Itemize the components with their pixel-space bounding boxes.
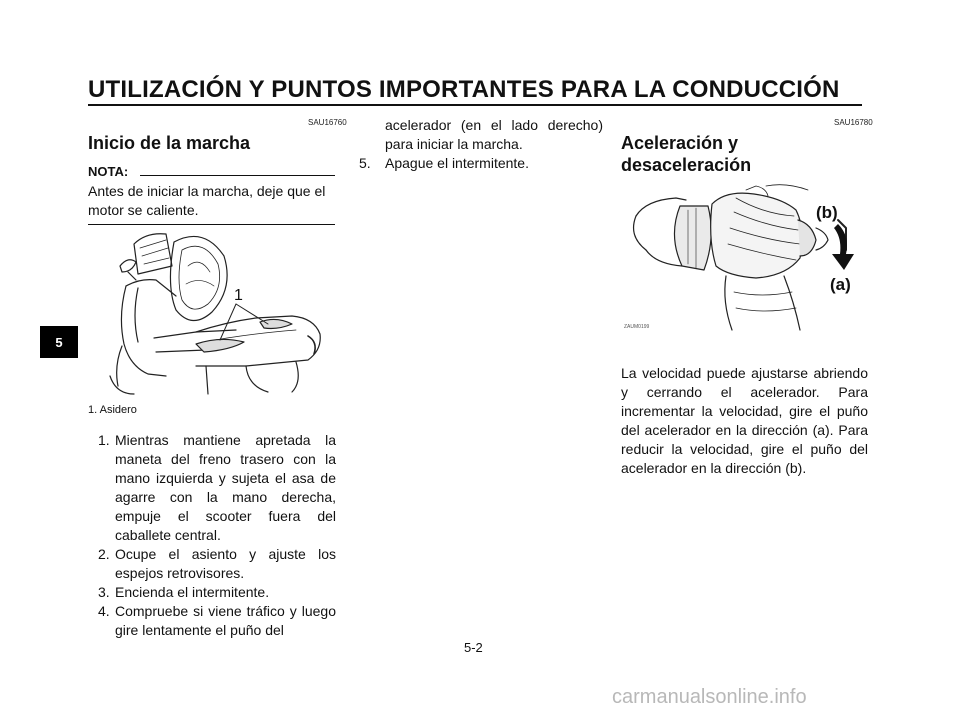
list-item: 1. Mientras mantiene apretada la maneta del freno trasero con la mano izquierda y sujeta el asa de agarre con la mano derecha, empuje el scooter fuera del caballete central. xyxy=(98,432,336,543)
scooter-figure xyxy=(96,226,330,398)
label-b: (b) xyxy=(816,203,838,222)
section-code: SAU16780 xyxy=(834,118,873,127)
step-4-continuation: acelerador (en el lado derecho) para iniciar la marcha. xyxy=(385,117,603,152)
note-label: NOTA: xyxy=(88,164,129,179)
section-code: SAU16760 xyxy=(308,118,347,127)
list-item: 4. Compruebe si viene tráfico y luego gire lentamente el puño del xyxy=(98,603,336,638)
label-a: (a) xyxy=(830,275,851,294)
section-heading: Inicio de la marcha xyxy=(88,133,251,153)
header-rule xyxy=(88,104,862,106)
chapter-tab[interactable]: 5 xyxy=(40,326,78,358)
figure-callout-1: 1 xyxy=(234,287,243,304)
list-item: 2. Ocupe el asiento y ajuste los espejos retrovisores. xyxy=(98,546,336,581)
note-text: Antes de iniciar la marcha, deje que el motor se caliente. xyxy=(88,183,326,218)
figure-caption: 1. Asidero xyxy=(88,404,137,416)
start-steps-list xyxy=(88,431,336,640)
section-heading-line2: desaceleración xyxy=(621,155,752,175)
page-number: 5-2 xyxy=(464,640,483,655)
section-heading-line1: Aceleración y xyxy=(621,133,739,153)
list-item: 3. Encienda el intermitente. xyxy=(98,584,270,600)
throttle-figure xyxy=(616,180,870,334)
page-header-title: UTILIZACIÓN Y PUNTOS IMPORTANTES PARA LA CONDUCCIÓN xyxy=(88,76,840,103)
figure-id: ZAUM0199 xyxy=(624,324,650,330)
acceleration-paragraph: La velocidad puede ajustarse abriendo y cerrando el acelerador. Para incrementar la velocidad, gire el puño del acelerador en la dirección (a). Para reducir la velocidad, gire el puño del acelerador en la dirección (b). xyxy=(621,365,868,476)
watermark: carmanualsonline.info xyxy=(612,686,807,708)
note-top-rule xyxy=(140,175,335,176)
note-bottom-rule xyxy=(88,224,335,225)
